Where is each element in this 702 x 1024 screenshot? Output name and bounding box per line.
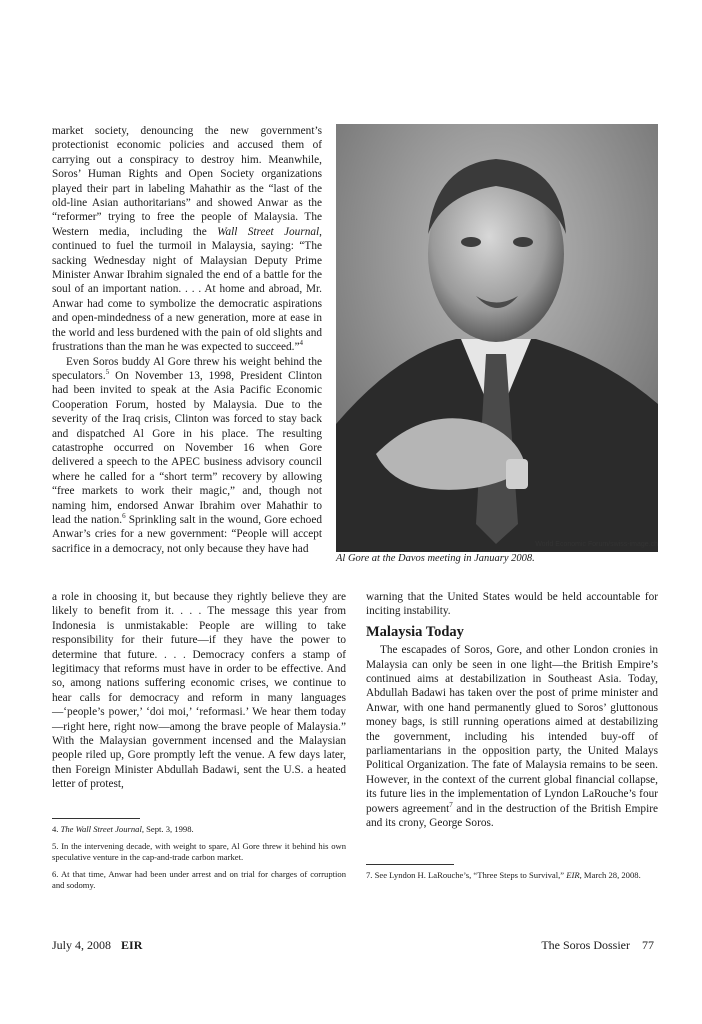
footnote-5: 5. In the intervening decade, with weight to spare, Al Gore threw it behind his own speculative venture in the cap-and-trade carbon market. (52, 841, 346, 862)
section-heading: Malaysia Today (366, 623, 464, 640)
photo-credit: World Economic Forum/swiss-image.ch (535, 541, 658, 548)
text: Sprinkling salt in the wound, Gore echoed Anwar’s cries for a new government: “People will accept sacrifice in a democracy, not only because they have had (52, 513, 322, 555)
footnote-divider (52, 818, 140, 819)
footnote-divider (366, 864, 454, 865)
footnote-ref: 5 (105, 368, 110, 377)
photo-al-gore (336, 124, 658, 552)
footnote-ref: 6 (122, 512, 126, 521)
body-column-left-bottom (52, 590, 346, 792)
footnotes-right (366, 870, 658, 887)
footer-left (52, 938, 142, 953)
paragraph (366, 643, 658, 830)
text: The escapades of Soros, Gore, and other London cronies in Malaysia can only be seen in one light—the British Empire’s continued aims at destabilization in Southeast Asia. Today, Abdullah Badawi has taken over the post of prime minister and Anwar, with one hand permanently glued to Soros’ gluttonous money bags, is still running operations aimed at destabilizing the government, including his intended buy-off of parliamentarians in the opposition party, the United Malays Political Organization. The fate of Malaysia remains to be seen. However, in the context of the current global financial collapse, its future lies in the implementation of Lyndon LaRouche’s four powers agreement (366, 644, 658, 815)
paragraph: warning that the United States would be held accountable for inciting instability. (366, 591, 658, 618)
text: and in the destruction of the British Empire and its crony, George Soros. (366, 802, 658, 830)
magazine-name: EIR (121, 938, 143, 952)
page-number: 77 (642, 938, 654, 952)
publication-title: Wall Street Journal (217, 225, 320, 238)
paragraph (52, 124, 322, 355)
portrait-illustration (336, 124, 658, 552)
issue-date: July 4, 2008 (52, 938, 112, 952)
body-column-left-top (52, 124, 322, 556)
text: market society, denouncing the new government’s protectionist economic policies and accused them of carrying out a conspiracy to destroy him. Meanwhile, Soros’ Human Rights and Open Society organizations played their part in labeling Mahathir as the “last of the old-line Asian authoritarians” and showed Anwar as the “reformer” trying to free the people of Malaysia. The Western media, including the (52, 125, 322, 238)
paragraph (52, 355, 322, 557)
body-column-right (366, 590, 658, 831)
footnote-7: 7. See Lyndon H. LaRouche’s, “Three Steps to Survival,” EIR, March 28, 2008. (366, 870, 641, 880)
text: On November 13, 1998, President Clinton had been invited to speak at the Asia Pacific Economic Cooperation Forum, hosted by Malaysia. Due to the severity of the Iraq crisis, Clinton was forced to stay back and dispatched Al Gore in his place. The resulting catastrophe occurred on November 16 when Gore delivered a speech to the APEC business advisory council where he called for a “short term” recovery by allowing “free markets to work their magic,” and, though not naming him, endorsed Anwar Ibrahim over Mahathir to lead the nation. (52, 369, 322, 526)
footnotes-left (52, 824, 346, 897)
footnote-6: 6. At that time, Anwar had been under arrest and on trial for charges of corruption and sodomy. (52, 869, 346, 890)
footnote-ref: 7 (449, 800, 453, 809)
footnote-ref: 4 (299, 339, 303, 348)
footnote-4: 4. The Wall Street Journal, Sept. 3, 1998. (52, 824, 194, 834)
footer-right (541, 938, 654, 953)
text: Even Soros buddy Al Gore threw his weight behind the speculators. (52, 355, 322, 382)
photo-caption: Al Gore at the Davos meeting in January 2008. (336, 553, 535, 564)
section-name: The Soros Dossier (541, 938, 630, 952)
text: , continued to fuel the turmoil in Malaysia, saying: “The sacking Wednesday night of Malaysian Deputy Prime Minister Anwar Ibrahim signaled the end of a battle for the soul of an important nation. . . . At home and abroad, Mr. Anwar had come to symbolize the democratic aspirations and open-mindedness of a new generation, more at ease in the world and less burdened with the pain of old slights and frustrations than the man he was expected to succeed.” (52, 225, 322, 354)
paragraph: a role in choosing it, but because they rightly believe they are likely to benefit from it. . . . The message this year from Indonesia is unmistakable: People are willing to take responsibility for their future—if they have the power to determine that future. . . . Democracy confers a stamp of legitimacy that reforms must have in order to be effective. And so, among nations suffering economic crises, we continue to hear calls for democracy and reform in many languages—‘people’s power,’ ‘doi moi,’ ‘reformasi.’ We hear them today—right here, right now—among the brave people of Malaysia.” With the Malaysian government incensed and the Malaysian people riled up, Gore promptly left the venue. A few days later, then Foreign Minister Abdullah Badawi, sent the U.S. a heated letter of protest, (52, 591, 346, 791)
